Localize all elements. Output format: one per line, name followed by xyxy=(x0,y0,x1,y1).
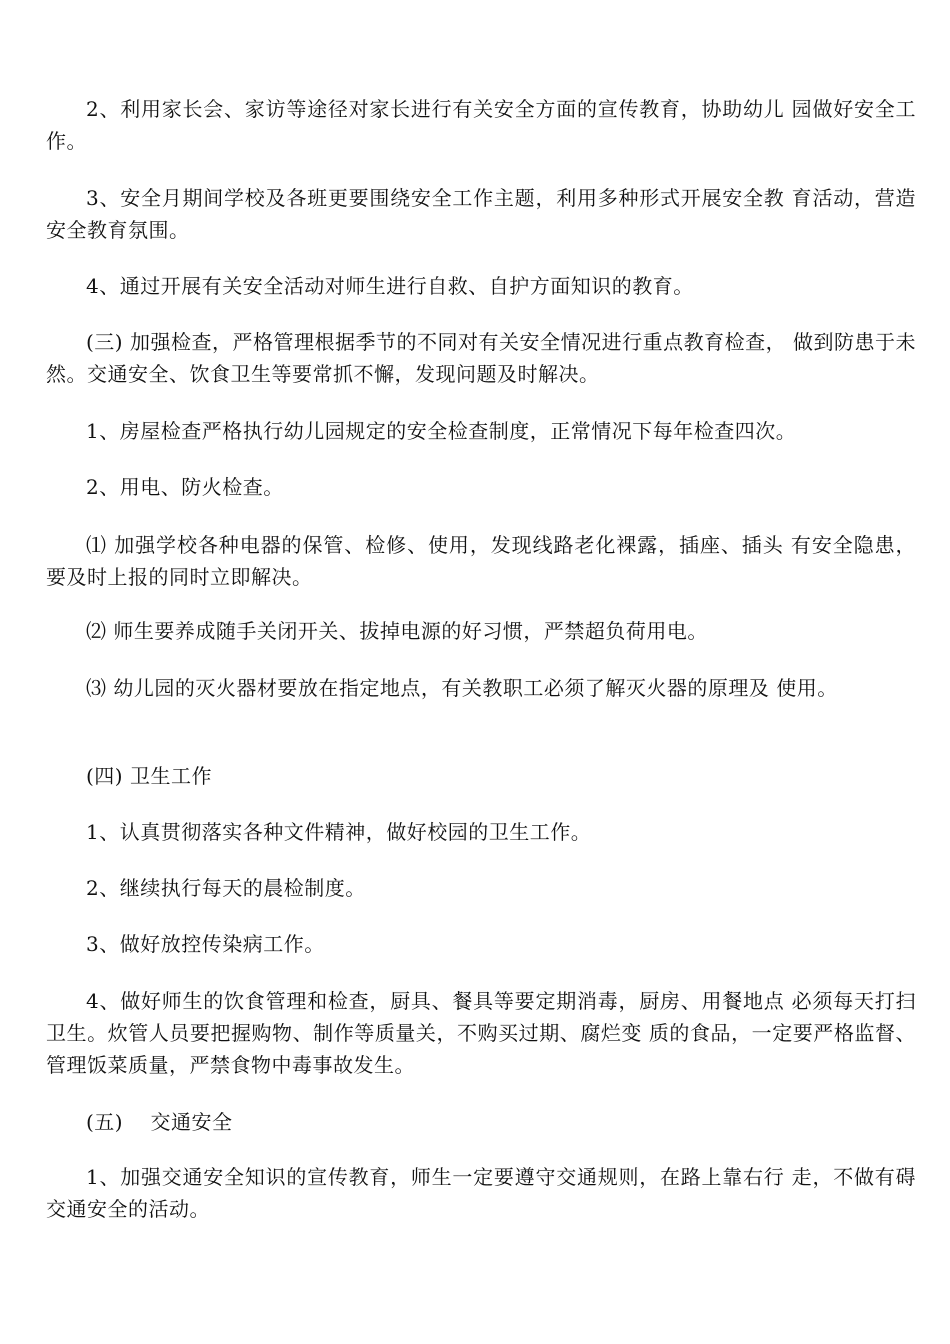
paragraph-disease-control: 3、做好放控传染病工作。 xyxy=(86,932,325,956)
paragraph-appliance-maintenance: ⑴ 加强学校各种电器的保管、检修、使用，发现线路老化裸露，插座、插头 有安全隐患，要及时上报的同时立即解决。 xyxy=(46,533,916,589)
paragraph-morning-check: 2、继续执行每天的晨检制度。 xyxy=(86,876,366,900)
section-heading-inspection: (三) 加强检查，严格管理根据季节的不同对有关安全情况进行重点教育检查， 做到防患于未然。交通安全、饮食卫生等要常抓不懈，发现问题及时解决。 xyxy=(46,330,916,386)
paragraph-safety-month: 3、安全月期间学校及各班更要围绕安全工作主题，利用多种形式开展安全教 育活动，营造安全教育氛围。 xyxy=(46,186,916,242)
paragraph-parent-education: 2、利用家长会、家访等途径对家长进行有关安全方面的宣传教育，协助幼儿 园做好安全工作。 xyxy=(46,97,916,153)
paragraph-traffic-education: 1、加强交通安全知识的宣传教育，师生一定要遵守交通规则，在路上靠右行 走，不做有碍交通安全的活动。 xyxy=(46,1165,916,1221)
paragraph-fire-extinguisher: ⑶ 幼儿园的灭火器材要放在指定地点，有关教职工必须了解灭火器的原理及 使用。 xyxy=(86,676,838,700)
section-heading-traffic: (五) 交通安全 xyxy=(86,1110,233,1134)
paragraph-electricity-fire: 2、用电、防火检查。 xyxy=(86,475,284,499)
paragraph-food-management: 4、做好师生的饮食管理和检查，厨具、餐具等要定期消毒，厨房、用餐地点 必须每天打扫卫生。炊管人员要把握购物、制作等质量关，不购买过期、腐烂变 质的食品，一定要严格监督、管理饭菜质量，严禁食物中毒事故发生。 xyxy=(46,989,916,1077)
paragraph-campus-hygiene: 1、认真贯彻落实各种文件精神，做好校园的卫生工作。 xyxy=(86,820,592,844)
paragraph-building-inspection: 1、房屋检查严格执行幼儿园规定的安全检查制度，正常情况下每年检查四次。 xyxy=(86,419,797,443)
section-heading-hygiene: (四) 卫生工作 xyxy=(86,764,212,788)
paragraph-switch-habits: ⑵ 师生要养成随手关闭开关、拔掉电源的好习惯，严禁超负荷用电。 xyxy=(86,619,708,643)
paragraph-self-rescue: 4、通过开展有关安全活动对师生进行自救、自护方面知识的教育。 xyxy=(86,274,694,298)
